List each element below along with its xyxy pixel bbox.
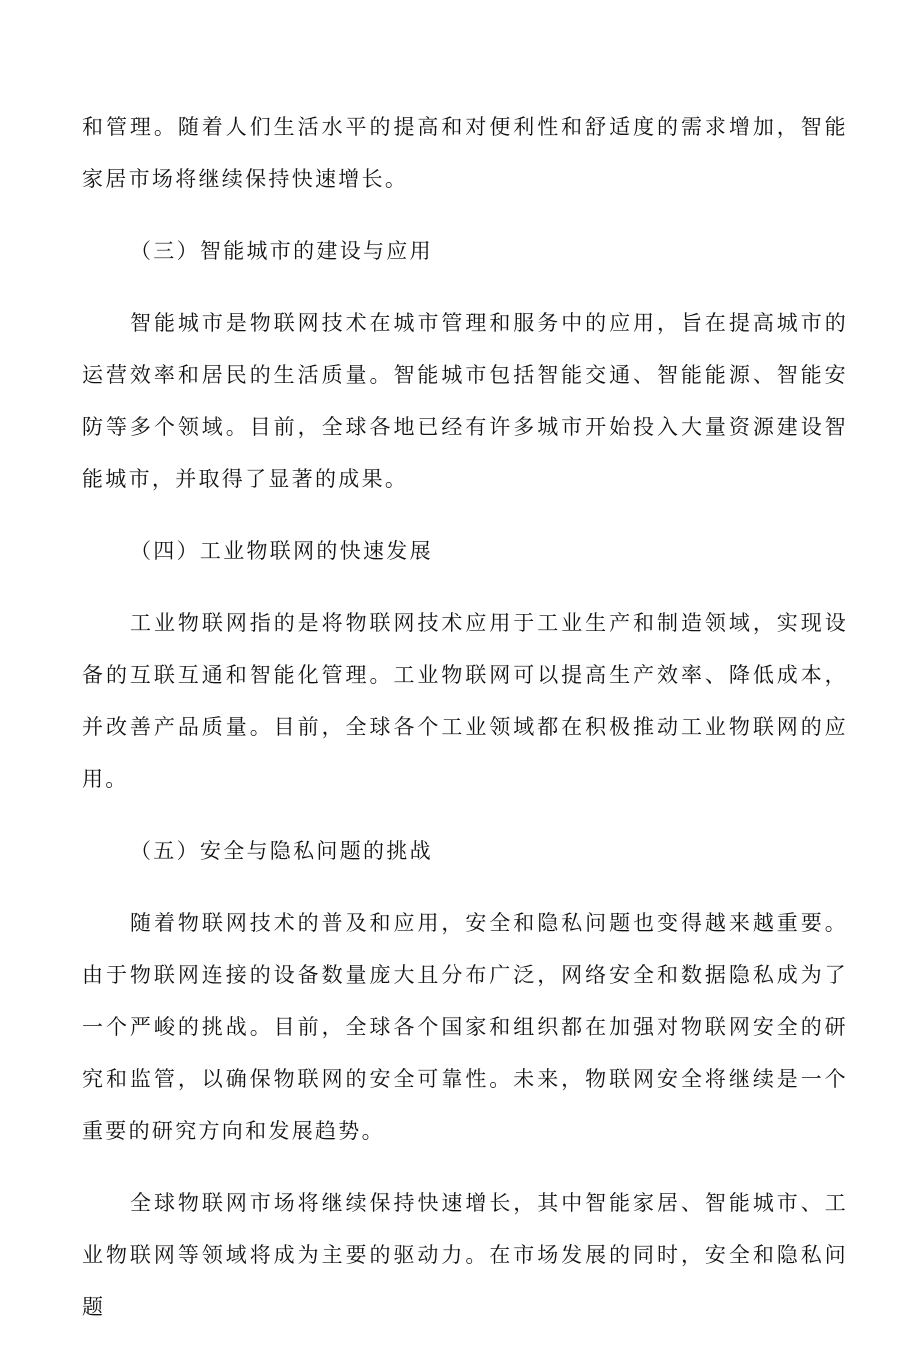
paragraph-industrial-iot: 工业物联网指的是将物联网技术应用于工业生产和制造领域，实现设备的互联互通和智能化管理。工业物联网可以提高生产效率、降低成本，并改善产品质量。目前，全球各个工业领域都在积极推动工业物联网的应用。 <box>82 611 848 791</box>
heading-security-privacy: （五）安全与隐私问题的挑战 <box>130 839 433 863</box>
paragraph-smart-home-continuation: 和管理。随着人们生活水平的提高和对便利性和舒适度的需求增加，智能家居市场将继续保持快速增长。 <box>82 115 848 191</box>
heading-industrial-iot: （四）工业物联网的快速发展 <box>130 539 433 563</box>
heading-smart-city: （三）智能城市的建设与应用 <box>130 239 433 263</box>
paragraph-market-summary: 全球物联网市场将继续保持快速增长，其中智能家居、智能城市、工业物联网等领域将成为主要的驱动力。在市场发展的同时，安全和隐私问题 <box>82 1191 848 1319</box>
document-body <box>82 101 848 1353</box>
paragraph-security-privacy: 随着物联网技术的普及和应用，安全和隐私问题也变得越来越重要。由于物联网连接的设备数量庞大且分布广泛，网络安全和数据隐私成为了一个严峻的挑战。目前，全球各个国家和组织都在加强对物联网安全的研究和监管，以确保物联网的安全可靠性。未来，物联网安全将继续是一个重要的研究方向和发展趋势。 <box>82 911 848 1143</box>
paragraph-smart-city: 智能城市是物联网技术在城市管理和服务中的应用，旨在提高城市的运营效率和居民的生活质量。智能城市包括智能交通、智能能源、智能安防等多个领域。目前，全球各地已经有许多城市开始投入大量资源建设智能城市，并取得了显著的成果。 <box>82 311 848 491</box>
